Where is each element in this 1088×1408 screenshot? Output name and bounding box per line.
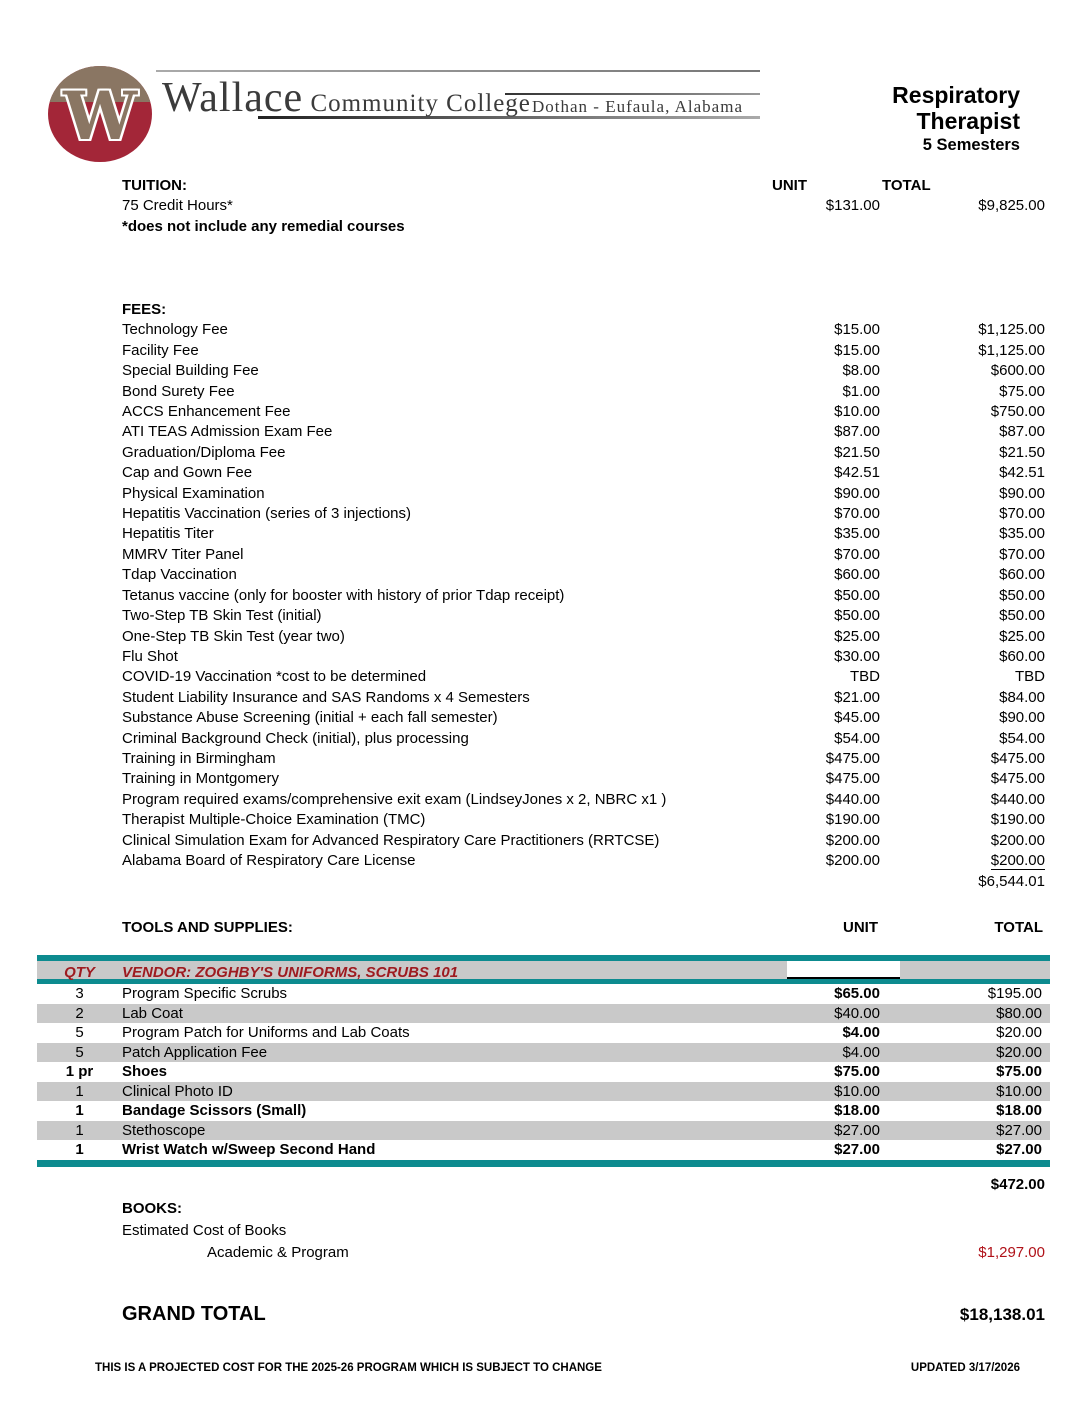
fee-item: Physical Examination bbox=[122, 484, 265, 502]
tools-total: $75.00 bbox=[996, 1063, 1042, 1080]
tools-subtotal-row bbox=[122, 1175, 1045, 1195]
tools-unit: $27.00 bbox=[834, 1121, 880, 1139]
fee-unit: $42.51 bbox=[834, 464, 880, 482]
fee-total: $440.00 bbox=[990, 790, 1045, 808]
books-line1: Estimated Cost of Books bbox=[122, 1222, 287, 1239]
tools-total: $195.00 bbox=[987, 985, 1042, 1002]
tools-row bbox=[37, 1004, 1050, 1024]
fee-total: $600.00 bbox=[990, 362, 1045, 380]
header-rule-top bbox=[156, 70, 760, 72]
tools-unit: $27.00 bbox=[834, 1141, 880, 1158]
tools-item: Patch Application Fee bbox=[122, 1043, 268, 1061]
tools-item: Bandage Scissors (Small) bbox=[122, 1102, 307, 1119]
fee-total: $87.00 bbox=[999, 423, 1045, 441]
grand-total-row bbox=[122, 1303, 1045, 1326]
fee-row bbox=[122, 749, 1045, 769]
fee-unit: $50.00 bbox=[834, 607, 880, 625]
tools-table bbox=[37, 955, 1050, 1167]
tools-unit: $10.00 bbox=[834, 1082, 880, 1100]
unit-column-header: UNIT bbox=[772, 177, 807, 194]
fee-row bbox=[122, 504, 1045, 524]
tuition-row bbox=[122, 196, 1045, 216]
qty-column-header: QTY bbox=[64, 964, 95, 981]
fee-total: $750.00 bbox=[990, 403, 1045, 421]
fee-item: Two-Step TB Skin Test (initial) bbox=[122, 607, 322, 625]
fee-row bbox=[122, 443, 1045, 463]
tools-row bbox=[37, 1101, 1050, 1121]
fee-item: Facility Fee bbox=[122, 341, 199, 359]
fee-item: Training in Montgomery bbox=[122, 770, 280, 788]
fee-total: $25.00 bbox=[999, 627, 1045, 645]
tools-total: $20.00 bbox=[996, 1043, 1042, 1061]
tuition-total: $9,825.00 bbox=[978, 197, 1045, 215]
fees-rows bbox=[122, 320, 1045, 871]
logo-w-letter: W bbox=[62, 77, 138, 155]
fee-unit: $35.00 bbox=[834, 525, 880, 543]
fee-item: Special Building Fee bbox=[122, 362, 259, 380]
college-name: Wallace bbox=[162, 75, 304, 121]
tools-row bbox=[37, 1043, 1050, 1063]
fee-item: Tdap Vaccination bbox=[122, 566, 237, 584]
fee-item: ACCS Enhancement Fee bbox=[122, 403, 291, 421]
fee-total: $50.00 bbox=[999, 586, 1045, 604]
fee-total: $70.00 bbox=[999, 505, 1045, 523]
fee-item: Hepatitis Vaccination (series of 3 injections) bbox=[122, 505, 412, 523]
grand-total-value: $18,138.01 bbox=[959, 1305, 1045, 1324]
tuition-unit: $131.00 bbox=[825, 197, 880, 215]
tools-qty: 5 bbox=[75, 1043, 84, 1061]
fee-row bbox=[122, 422, 1045, 442]
tools-label: TOOLS AND SUPPLIES: bbox=[122, 919, 293, 936]
tools-item: Wrist Watch w/Sweep Second Hand bbox=[122, 1141, 376, 1158]
fee-item: Hepatitis Titer bbox=[122, 525, 214, 543]
fee-row bbox=[122, 402, 1045, 422]
fee-unit: $90.00 bbox=[834, 484, 880, 502]
tools-item: Program Patch for Uniforms and Lab Coats bbox=[122, 1024, 410, 1041]
college-location: Dothan - Eufaula, Alabama bbox=[532, 97, 743, 116]
fee-unit: TBD bbox=[850, 668, 880, 686]
fees-label: FEES: bbox=[122, 301, 167, 318]
fee-item: Tetanus vaccine (only for booster with history of prior Tdap receipt) bbox=[122, 586, 565, 604]
tools-unit: $4.00 bbox=[842, 1043, 880, 1061]
fee-unit: $200.00 bbox=[825, 851, 880, 869]
tools-unit: $75.00 bbox=[834, 1063, 880, 1080]
fee-total bbox=[880, 851, 1045, 871]
books-line2: Academic & Program bbox=[207, 1244, 349, 1261]
fee-item: Graduation/Diploma Fee bbox=[122, 443, 286, 461]
fee-unit: $45.00 bbox=[834, 709, 880, 727]
tools-qty: 1 pr bbox=[65, 1063, 94, 1080]
tools-row bbox=[37, 1082, 1050, 1102]
fee-item: Program required exams/comprehensive exit exam (LindseyJones x 2, NBRC x1 ) bbox=[122, 790, 667, 808]
fee-item: ATI TEAS Admission Exam Fee bbox=[122, 423, 333, 441]
fee-total: $70.00 bbox=[999, 545, 1045, 563]
fee-row bbox=[122, 667, 1045, 687]
fee-item: Substance Abuse Screening (initial + each fall semester) bbox=[122, 709, 498, 727]
fee-row bbox=[122, 382, 1045, 402]
fee-item: Clinical Simulation Exam for Advanced Respiratory Care Practitioners (RRTCSE) bbox=[122, 831, 660, 849]
tools-qty: 1 bbox=[75, 1082, 84, 1100]
fee-total: $475.00 bbox=[990, 749, 1045, 767]
fee-total: $1,125.00 bbox=[978, 321, 1045, 339]
college-wordmark bbox=[162, 74, 531, 122]
fee-unit: $475.00 bbox=[825, 770, 880, 788]
grand-total-label: GRAND TOTAL bbox=[122, 1303, 266, 1325]
fee-item: Therapist Multiple-Choice Examination (TMC) bbox=[122, 811, 426, 829]
books-section bbox=[122, 1198, 1045, 1264]
fee-unit: $8.00 bbox=[842, 362, 880, 380]
tuition-section bbox=[122, 176, 1045, 237]
fee-row bbox=[122, 831, 1045, 851]
fee-row bbox=[122, 647, 1045, 667]
tools-table-header-row bbox=[37, 961, 1050, 984]
fee-row bbox=[122, 341, 1045, 361]
fee-unit: $15.00 bbox=[834, 321, 880, 339]
footer-disclaimer: THIS IS A PROJECTED COST FOR THE 2025-26 PROGRAM WHICH IS SUBJECT TO CHANGE bbox=[95, 1362, 602, 1374]
program-title-line1: Respiratory bbox=[892, 82, 1020, 108]
fee-total-underlined: $200.00 bbox=[990, 851, 1045, 869]
tools-total: $80.00 bbox=[996, 1004, 1042, 1022]
tools-row bbox=[37, 984, 1050, 1004]
tools-total: $20.00 bbox=[996, 1024, 1042, 1041]
fee-item: Technology Fee bbox=[122, 321, 228, 339]
fee-item: MMRV Titer Panel bbox=[122, 545, 244, 563]
fee-total: $42.51 bbox=[999, 464, 1045, 482]
tools-unit: $40.00 bbox=[834, 1004, 880, 1022]
fee-item: Cap and Gown Fee bbox=[122, 464, 253, 482]
tools-item: Lab Coat bbox=[122, 1004, 183, 1022]
fee-item: COVID-19 Vaccination *cost to be determined bbox=[122, 668, 427, 686]
college-suffix: Community College bbox=[303, 90, 531, 117]
tools-item: Clinical Photo ID bbox=[122, 1082, 233, 1100]
fee-row bbox=[122, 708, 1045, 728]
fee-total: $60.00 bbox=[999, 647, 1045, 665]
tools-item: Stethoscope bbox=[122, 1121, 206, 1139]
header-rule-middle bbox=[505, 93, 760, 95]
fee-unit: $25.00 bbox=[834, 627, 880, 645]
unit-cell-overlay bbox=[787, 961, 900, 979]
fee-total: TBD bbox=[1015, 668, 1045, 686]
fee-row bbox=[122, 484, 1045, 504]
fee-total: $75.00 bbox=[999, 382, 1045, 400]
fee-row bbox=[122, 545, 1045, 565]
tools-unit: $18.00 bbox=[834, 1102, 880, 1119]
fee-total: $35.00 bbox=[999, 525, 1045, 543]
tuition-note: *does not include any remedial courses bbox=[122, 217, 405, 235]
fee-row bbox=[122, 729, 1045, 749]
tools-qty: 1 bbox=[75, 1141, 84, 1158]
college-logo bbox=[48, 66, 152, 162]
fee-unit: $15.00 bbox=[834, 341, 880, 359]
fee-row bbox=[122, 769, 1045, 789]
fee-row bbox=[122, 361, 1045, 381]
fee-row bbox=[122, 565, 1045, 585]
tools-total-column-header: TOTAL bbox=[994, 919, 1043, 936]
fee-row bbox=[122, 586, 1045, 606]
tools-row bbox=[37, 1023, 1050, 1043]
tools-qty: 1 bbox=[75, 1121, 84, 1139]
tools-unit: $65.00 bbox=[834, 985, 880, 1002]
tools-item: Shoes bbox=[122, 1063, 168, 1080]
fee-row bbox=[122, 524, 1045, 544]
fee-total: $50.00 bbox=[999, 607, 1045, 625]
fee-unit: $21.50 bbox=[834, 443, 880, 461]
fee-item: Training in Birmingham bbox=[122, 749, 276, 767]
tools-unit: $4.00 bbox=[842, 1024, 880, 1041]
fee-unit: $440.00 bbox=[825, 790, 880, 808]
tools-qty: 3 bbox=[75, 985, 84, 1002]
fee-total: $90.00 bbox=[999, 484, 1045, 502]
fee-unit: $70.00 bbox=[834, 505, 880, 523]
fee-row bbox=[122, 790, 1045, 810]
tools-item: Program Specific Scrubs bbox=[122, 985, 288, 1002]
fee-total: $190.00 bbox=[990, 811, 1045, 829]
fee-unit: $190.00 bbox=[825, 811, 880, 829]
fee-total: $54.00 bbox=[999, 729, 1045, 747]
fee-row bbox=[122, 627, 1045, 647]
fee-item: Flu Shot bbox=[122, 647, 178, 665]
tools-total: $27.00 bbox=[996, 1141, 1042, 1158]
program-subtitle: 5 Semesters bbox=[922, 136, 1020, 154]
program-title-line2: Therapist bbox=[916, 108, 1020, 134]
fee-total: $84.00 bbox=[999, 688, 1045, 706]
tools-rows bbox=[37, 984, 1050, 1160]
fee-unit: $87.00 bbox=[834, 423, 880, 441]
tools-unit-column-header: UNIT bbox=[843, 919, 878, 936]
tools-row bbox=[37, 1140, 1050, 1160]
fee-unit: $21.00 bbox=[834, 688, 880, 706]
tools-section-header bbox=[122, 918, 1045, 938]
fee-row bbox=[122, 320, 1045, 340]
fee-unit: $475.00 bbox=[825, 749, 880, 767]
fee-row bbox=[122, 851, 1045, 871]
books-label: BOOKS: bbox=[122, 1200, 182, 1217]
tools-total: $10.00 bbox=[996, 1082, 1042, 1100]
fee-item: Alabama Board of Respiratory Care License bbox=[122, 851, 416, 869]
total-column-header: TOTAL bbox=[882, 177, 931, 194]
fee-item: Criminal Background Check (initial), plus processing bbox=[122, 729, 469, 747]
tuition-label: TUITION: bbox=[122, 177, 187, 194]
fee-total: $475.00 bbox=[990, 770, 1045, 788]
books-cost-row bbox=[122, 1242, 1045, 1264]
tuition-item: 75 Credit Hours* bbox=[122, 197, 233, 215]
fee-unit: $1.00 bbox=[842, 382, 880, 400]
tools-subtotal: $472.00 bbox=[990, 1176, 1045, 1193]
fee-row bbox=[122, 688, 1045, 708]
fee-total: $90.00 bbox=[999, 709, 1045, 727]
fee-unit: $10.00 bbox=[834, 403, 880, 421]
tools-total: $18.00 bbox=[996, 1102, 1042, 1119]
tools-qty: 5 bbox=[75, 1024, 84, 1041]
fee-total: $200.00 bbox=[990, 831, 1045, 849]
footer-updated: UPDATED 3/17/2026 bbox=[910, 1362, 1020, 1374]
fees-subtotal: $6,544.01 bbox=[978, 873, 1045, 891]
tools-row bbox=[37, 1062, 1050, 1082]
fee-total: $1,125.00 bbox=[978, 341, 1045, 359]
tools-qty: 1 bbox=[75, 1102, 84, 1119]
fee-row bbox=[122, 463, 1045, 483]
books-total: $1,297.00 bbox=[978, 1244, 1045, 1261]
fee-row bbox=[122, 810, 1045, 830]
tools-qty: 2 bbox=[75, 1004, 84, 1022]
fee-unit: $70.00 bbox=[834, 545, 880, 563]
fee-unit: $60.00 bbox=[834, 566, 880, 584]
fee-item: Student Liability Insurance and SAS Randoms x 4 Semesters bbox=[122, 688, 530, 706]
fee-unit: $54.00 bbox=[834, 729, 880, 747]
fee-unit: $30.00 bbox=[834, 647, 880, 665]
fee-item: One-Step TB Skin Test (year two) bbox=[122, 627, 345, 645]
tools-row bbox=[37, 1121, 1050, 1141]
fee-total: $60.00 bbox=[999, 566, 1045, 584]
fee-unit: $50.00 bbox=[834, 586, 880, 604]
fee-total: $21.50 bbox=[999, 443, 1045, 461]
fee-unit: $200.00 bbox=[825, 831, 880, 849]
fee-row bbox=[122, 606, 1045, 626]
fees-section bbox=[122, 300, 1045, 892]
program-title bbox=[892, 82, 1020, 156]
vendor-header: VENDOR: ZOGHBY'S UNIFORMS, SCRUBS 101 bbox=[122, 964, 459, 981]
fee-item: Bond Surety Fee bbox=[122, 382, 235, 400]
tools-total: $27.00 bbox=[996, 1121, 1042, 1139]
